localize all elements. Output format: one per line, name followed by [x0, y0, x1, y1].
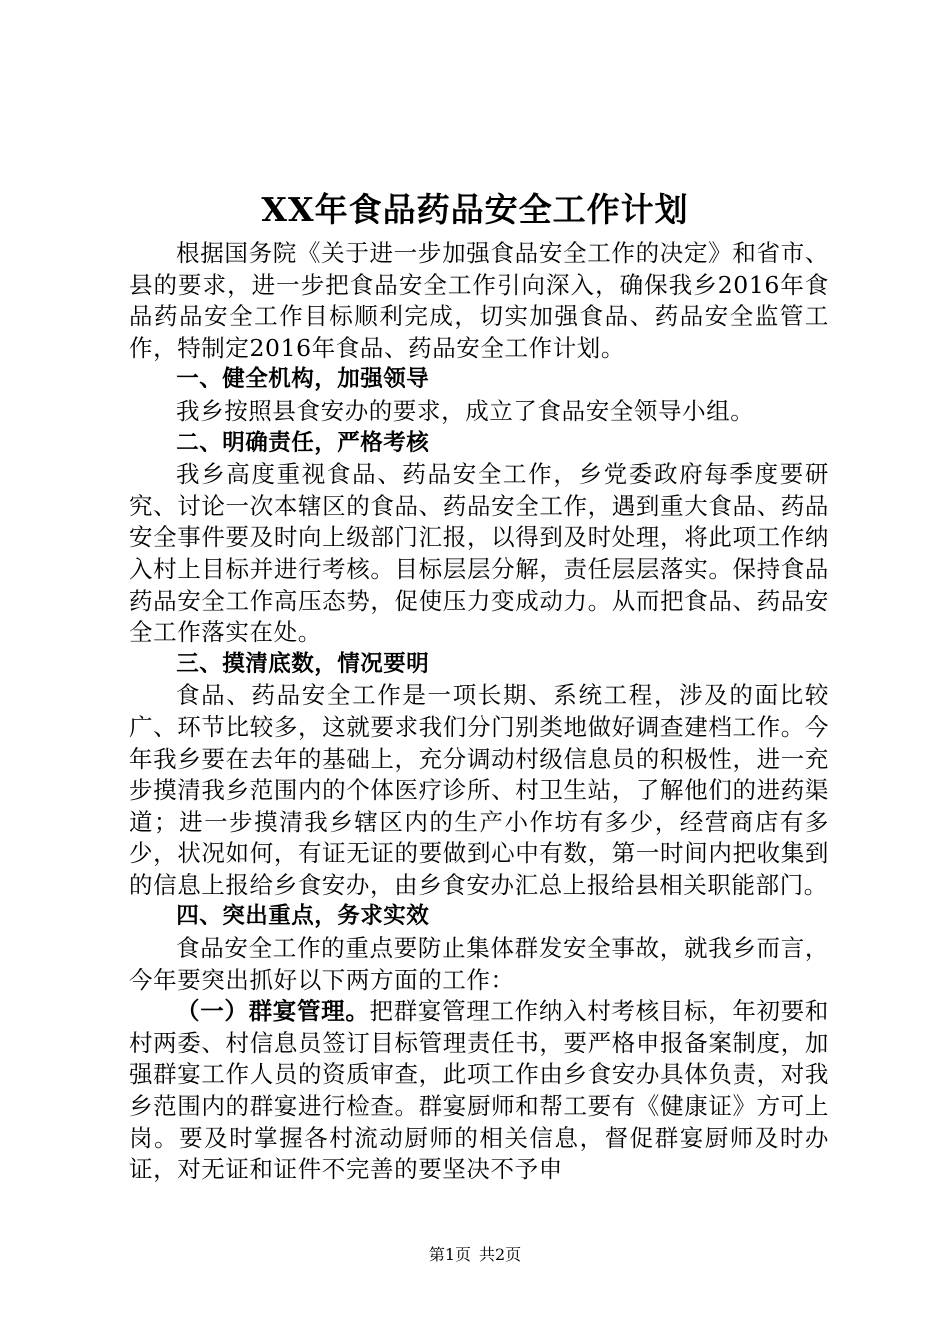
page-total: 共2页 [479, 1245, 522, 1264]
subsection-1-text: 把群宴管理工作纳入村考核目标，年初要和村两委、村信息员签订目标管理责任书，要严格申报备案制度，加强群宴工作人员的资质审查，此项工作由乡食安办具体负责，对我乡范围内的群宴进行检查。群宴厨师和帮工要有《健康证》方可上岗。要及时掌握各村流动厨师的相关信息，督促群宴厨师及时办证，对无证和证件不完善的要坚决不予申 [129, 997, 829, 1184]
section-heading-3: 三、摸清底数，情况要明 [176, 650, 430, 677]
document-title: XX年食品药品安全工作计划 [261, 190, 689, 229]
document-body [129, 238, 829, 1186]
subsection-1-paragraph [129, 996, 829, 1186]
subsection-heading: （一）群宴管理。 [176, 997, 370, 1026]
section-4-paragraph: 食品安全工作的重点要防止集体群发安全事故，就我乡而言，今年要突出抓好以下两方面的工作： [129, 934, 829, 994]
section-heading-1: 一、健全机构，加强领导 [176, 366, 430, 393]
section-3-paragraph: 食品、药品安全工作是一项长期、系统工程，涉及的面比较广、环节比较多，这就要求我们分门别类地做好调查建档工作。今年我乡要在去年的基础上，充分调动村级信息员的积极性，进一充步摸清我乡范围内的个体医疗诊所、村卫生站，了解他们的进药渠道；进一步摸清我乡辖区内的生产小作坊有多少，经营商店有多少，状况如何，有证无证的要做到心中有数，第一时间内把收集到的信息上报给乡食安办，由乡食安办汇总上报给县相关职能部门。 [129, 681, 829, 899]
section-heading-2: 二、明确责任，严格考核 [176, 429, 430, 456]
page-footer [0, 1245, 950, 1265]
intro-paragraph: 根据国务院《关于进一步加强食品安全工作的决定》和省市、县的要求，进一步把食品安全工作引向深入，确保我乡2016年食品药品安全工作目标顺利完成，切实加强食品、药品安全监管工作，特制定2016年食品、药品安全工作计划。 [129, 239, 829, 362]
section-heading-4: 四、突出重点，务求实效 [176, 903, 430, 930]
section-2-paragraph: 我乡高度重视食品、药品安全工作，乡党委政府每季度要研究、讨论一次本辖区的食品、药品安全工作，遇到重大食品、药品安全事件要及时向上级部门汇报，以得到及时处理，将此项工作纳入村上目标并进行考核。目标层层分解，责任层层落实。保持食品药品安全工作高压态势，促使压力变成动力。从而把食品、药品安全工作落实在处。 [129, 460, 829, 647]
section-1-paragraph: 我乡按照县食安办的要求，成立了食品安全领导小组。 [176, 396, 755, 425]
page-number: 第1页 [428, 1245, 471, 1264]
